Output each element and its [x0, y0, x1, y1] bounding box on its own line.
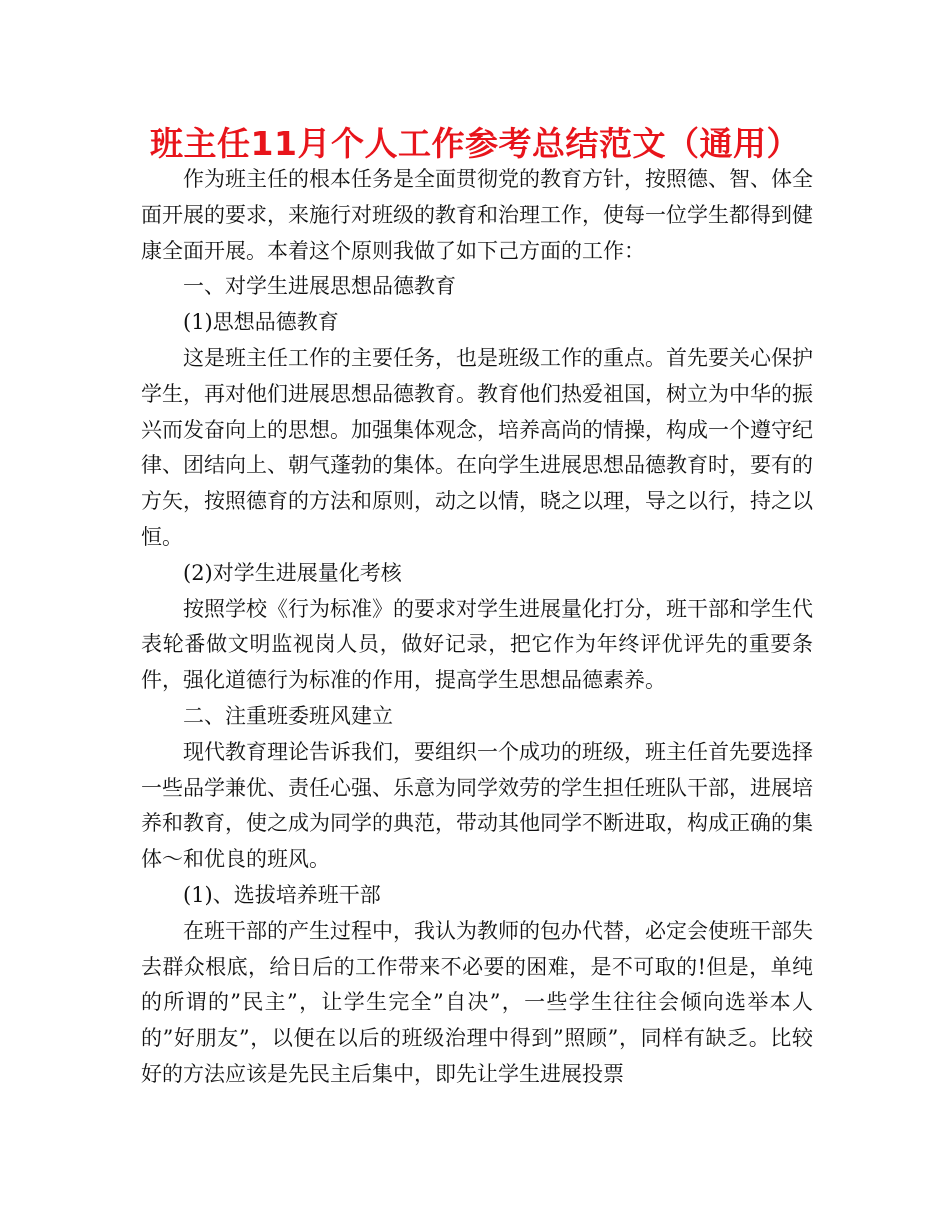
paragraph-intro: 作为班主任的根本任务是全面贯彻党的教育方针，按照德、智、体全面开展的要求，来施行对班级的教育和治理工作，使每一位学生都得到健康全面开展。本着这个原则我做了如下己方面的工作： [141, 167, 813, 263]
subheading-moral-education: (1)思想品德教育 [183, 310, 339, 335]
paragraph-class-committee: 现代教育理论告诉我们，要组织一个成功的班级，班主任首先要选择一些品学兼优、责任心强、乐意为同学效劳的学生担任班队干部，进展培养和教育，使之成为同学的典范，带动其他同学不断进取，构成正确的集体～和优良的班风。 [141, 739, 813, 872]
paragraph-quantitative-assessment: 按照学校《行为标准》的要求对学生进展量化打分，班干部和学生代表轮番做文明监视岗人员，做好记录，把它作为年终评优评先的重要条件，强化道德行为标准的作用，提高学生思想品德素养。 [141, 596, 813, 693]
document-body [141, 162, 813, 1093]
paragraph-select-cadres: 在班干部的产生过程中，我认为教师的包办代替，必定会使班干部失去群众根底，给日后的工作带来不必要的困难，是不可取的!但是，单纯的所谓的”民主”，让学生完全”自决”，一些学生往往会倾向选举本人的”好朋友”，以便在以后的班级治理中得到”照顾”，同样有缺乏。比较好的方法应该是先民主后集中，即先让学生进展投票 [141, 918, 813, 1086]
section-heading-moral-education: 一、对学生进展思想品德教育 [183, 274, 456, 299]
paragraph-moral-education: 这是班主任工作的主要任务，也是班级工作的重点。首先要关心保护学生，再对他们进展思想品德教育。教育他们热爱祖国，树立为中华的振兴而发奋向上的思想。加强集体观念，培养高尚的情操，构成一个遵守纪律、团结向上、朝气蓬勃的集体。在向学生进展思想品德教育时，要有的方矢，按照德育的方法和原则，动之以情，晓之以理，导之以行，持之以恒。 [141, 345, 813, 549]
document-title: 班主任11月个人工作参考总结范文（通用） [150, 124, 800, 163]
subheading-quantitative-assessment: (2)对学生进展量化考核 [183, 560, 402, 585]
section-heading-class-committee: 二、注重班委班风建立 [183, 703, 393, 728]
subheading-select-cadres: (1)、选拔培养班干部 [183, 882, 381, 907]
